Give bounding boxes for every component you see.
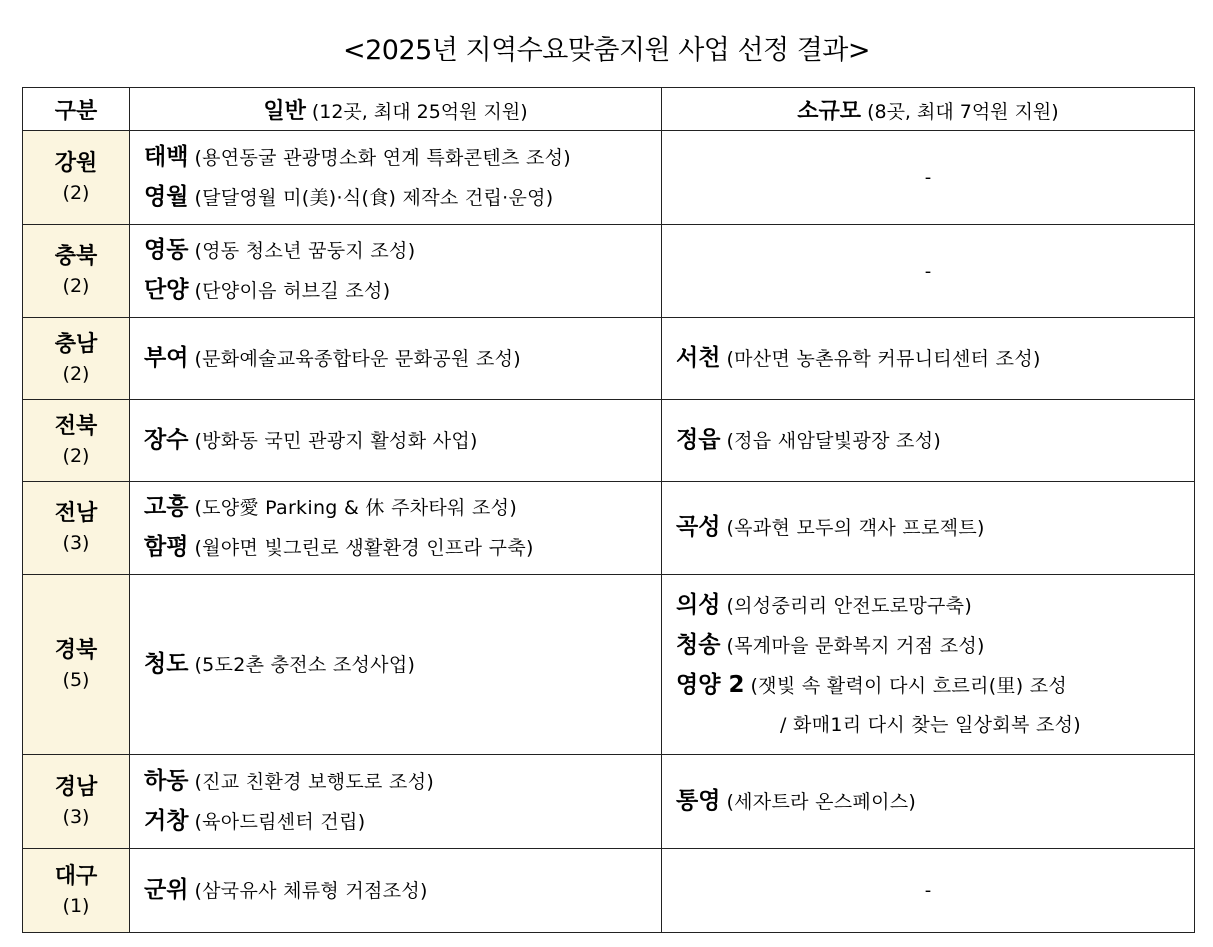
project-desc: (도양愛 Parking & 休 주차타워 조성) <box>194 497 518 519</box>
project-name: 군위 <box>144 876 189 903</box>
empty-dash: - <box>924 167 932 188</box>
table-header-row <box>23 88 1195 131</box>
project-item <box>144 339 661 379</box>
table-row <box>23 755 1195 849</box>
project-desc: (단양이음 허브길 조성) <box>194 280 391 302</box>
region-count: (3) <box>62 532 90 554</box>
project-item <box>676 508 1194 548</box>
project-item <box>144 138 661 178</box>
page-title: <2025년 지역수요맞춤지원 사업 선정 결과> <box>342 35 871 66</box>
header-small-label: 소규모 <box>797 98 862 124</box>
project-desc: (잿빛 속 활력이 다시 흐르리(里) 조성 <box>750 674 1068 697</box>
project-item <box>676 782 1194 822</box>
project-desc: (영동 청소년 꿈둥지 조성) <box>194 240 416 262</box>
small-cell <box>662 131 1195 225</box>
project-item <box>676 586 1194 626</box>
header-category <box>23 88 130 131</box>
region-name: 전북 <box>54 413 98 439</box>
region-cell <box>23 575 130 755</box>
region-name: 경남 <box>54 774 98 800</box>
region-cell <box>23 400 130 482</box>
project-desc: (육아드림센터 건립) <box>194 810 366 833</box>
region-cell <box>23 318 130 400</box>
project-name: 서천 <box>676 344 721 371</box>
project-item <box>144 871 661 911</box>
header-small-sub: (8곳, 최대 7억원 지원) <box>867 100 1059 123</box>
project-item <box>144 231 661 271</box>
project-name: 거창 <box>144 807 189 834</box>
small-cell <box>662 849 1195 933</box>
project-item <box>144 645 661 685</box>
project-name: 의성 <box>676 591 721 618</box>
project-name: 고흥 <box>144 494 189 520</box>
project-desc: (마산면 농촌유학 커뮤니티센터 조성) <box>726 347 1041 370</box>
region-count: (2) <box>62 444 90 467</box>
general-cell <box>130 400 662 482</box>
region-cell <box>23 849 130 933</box>
project-item <box>144 802 661 842</box>
region-cell <box>23 482 130 575</box>
empty-dash: - <box>924 260 932 282</box>
project-item <box>144 421 661 461</box>
general-cell <box>130 482 662 575</box>
region-count: (2) <box>62 275 90 297</box>
project-desc: (방화동 국민 관광지 활성화 사업) <box>194 429 478 452</box>
region-name: 대구 <box>54 863 98 889</box>
region-cell <box>23 131 130 225</box>
project-name: 단양 <box>144 277 189 303</box>
project-desc: (문화예술교육종합타운 문화공원 조성) <box>194 347 522 370</box>
region-cell <box>23 225 130 318</box>
region-name: 충북 <box>54 244 98 269</box>
region-count: (1) <box>62 894 90 917</box>
project-name: 영월 <box>144 183 189 210</box>
project-name: 영동 <box>144 237 189 263</box>
general-cell <box>130 755 662 849</box>
project-desc: (용연동굴 관광명소화 연계 특화콘텐츠 조성) <box>194 146 571 169</box>
project-desc: (월야면 빛그린로 생활환경 인프라 구축) <box>194 537 534 559</box>
project-name: 하동 <box>144 767 189 794</box>
project-item <box>676 339 1194 379</box>
project-name: 영양 2 <box>676 671 745 698</box>
project-item <box>144 271 661 311</box>
table-row <box>23 849 1195 933</box>
project-name: 청도 <box>144 650 189 677</box>
project-name: 함평 <box>144 534 189 560</box>
project-item <box>144 528 661 568</box>
project-item <box>144 488 661 528</box>
project-desc: (의성중리리 안전도로망구축) <box>726 594 973 617</box>
header-small <box>662 88 1195 131</box>
region-count: (5) <box>62 668 90 691</box>
small-cell <box>662 575 1195 755</box>
header-general-sub: (12곳, 최대 25억원 지원) <box>311 100 528 123</box>
project-desc: (달달영월 미(美)·식(食) 제작소 건립·운영) <box>194 186 554 209</box>
project-name: 장수 <box>144 426 189 453</box>
project-desc: (옥과현 모두의 객사 프로젝트) <box>726 517 985 539</box>
table-row <box>23 225 1195 318</box>
empty-dash: - <box>924 880 932 901</box>
small-cell <box>662 318 1195 400</box>
general-cell <box>130 131 662 225</box>
project-desc: (5도2촌 충전소 조성사업) <box>194 653 416 676</box>
small-cell <box>662 755 1195 849</box>
project-name: 부여 <box>144 344 189 371</box>
region-count: (2) <box>62 181 90 204</box>
project-item <box>676 666 1194 706</box>
region-name: 강원 <box>54 150 98 176</box>
selection-results-table <box>22 87 1195 933</box>
small-cell <box>662 482 1195 575</box>
region-count: (3) <box>62 805 90 828</box>
project-name: 통영 <box>676 787 721 814</box>
table-row <box>23 131 1195 225</box>
project-item <box>144 178 661 218</box>
general-cell <box>130 225 662 318</box>
project-name: 정읍 <box>676 426 721 453</box>
region-name: 충남 <box>54 331 98 357</box>
region-name: 전남 <box>54 501 98 526</box>
general-cell <box>130 318 662 400</box>
project-name: 태백 <box>144 143 189 170</box>
region-name: 경북 <box>54 637 98 663</box>
project-name: 곡성 <box>676 514 721 540</box>
region-cell <box>23 755 130 849</box>
header-general-label: 일반 <box>263 98 306 124</box>
project-item <box>144 762 661 802</box>
project-desc: (세자트라 온스페이스) <box>726 790 917 813</box>
header-general <box>130 88 662 131</box>
table-row <box>23 482 1195 575</box>
small-cell <box>662 225 1195 318</box>
project-desc: (진교 친환경 보행도로 조성) <box>194 770 435 793</box>
project-name: 청송 <box>676 631 721 658</box>
header-category-label: 구분 <box>54 98 98 124</box>
project-item <box>676 626 1194 666</box>
table-row <box>23 318 1195 400</box>
general-cell <box>130 575 662 755</box>
project-desc-continuation: / 화매1리 다시 찾는 일상회복 조성) <box>780 713 1082 736</box>
project-desc: (목계마을 문화복지 거점 조성) <box>726 634 985 657</box>
table-row <box>23 575 1195 755</box>
project-item <box>676 421 1194 461</box>
general-cell <box>130 849 662 933</box>
project-desc: (삼국유사 체류형 거점조성) <box>194 879 428 902</box>
region-count: (2) <box>62 362 90 385</box>
project-desc: (정읍 새암달빛광장 조성) <box>726 429 942 452</box>
table-row <box>23 400 1195 482</box>
small-cell <box>662 400 1195 482</box>
